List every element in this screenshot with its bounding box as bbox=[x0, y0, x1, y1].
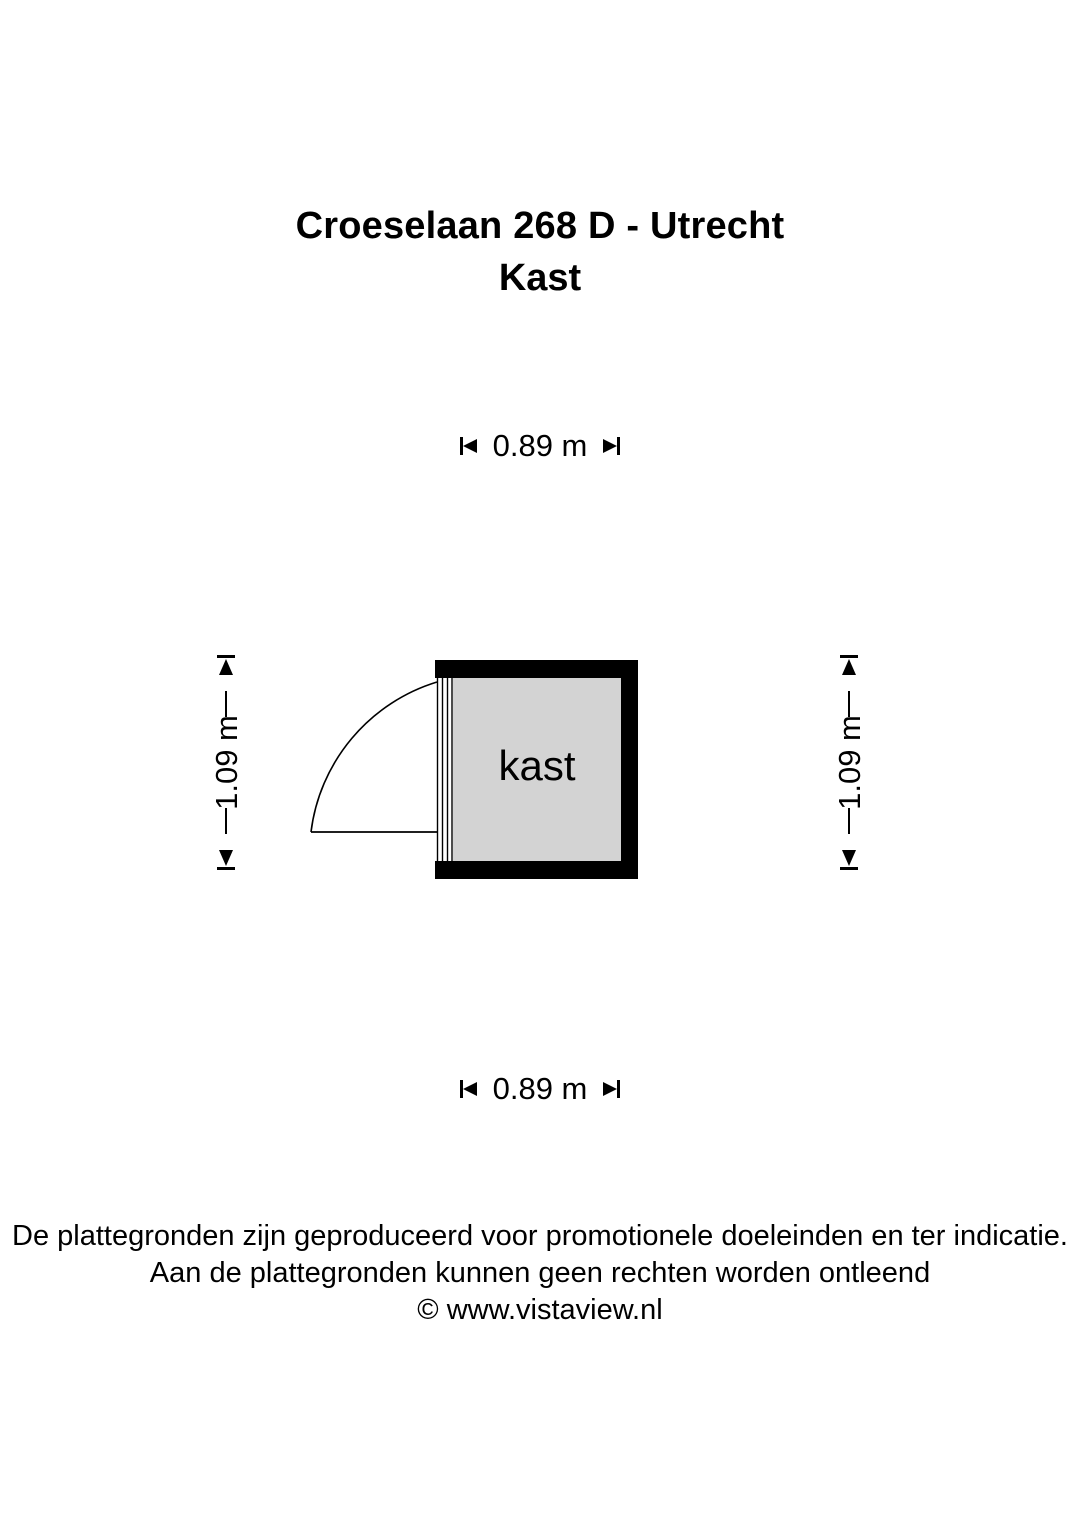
arrow-left-icon bbox=[460, 1080, 482, 1098]
dimension-right-value: 1.09 m bbox=[831, 715, 867, 810]
arrow-up-icon bbox=[213, 655, 239, 691]
room-label: kast bbox=[498, 742, 576, 789]
dimension-bottom-value: 0.89 m bbox=[492, 1071, 588, 1106]
footer-line-3: © www.vistaview.nl bbox=[417, 1294, 663, 1326]
dimension-top-value: 0.89 m bbox=[492, 428, 588, 463]
floorplan-drawing bbox=[280, 620, 680, 900]
dimension-right-label bbox=[826, 717, 872, 808]
footer-line-1: De plattegronden zijn geproduceerd voor promotionele doeleinden en ter indicatie. bbox=[12, 1220, 1068, 1252]
dimension-bottom bbox=[390, 1073, 690, 1104]
arrow-down-icon bbox=[213, 834, 239, 870]
arrow-down-icon bbox=[836, 834, 862, 870]
dimension-top bbox=[390, 430, 690, 461]
page-title bbox=[0, 200, 1080, 304]
dimension-left bbox=[203, 655, 249, 870]
dimension-stem bbox=[225, 691, 227, 717]
door-swing-arc bbox=[311, 682, 437, 832]
dimension-left-value: 1.09 m bbox=[208, 715, 244, 810]
dimension-left-label bbox=[203, 717, 249, 808]
dimension-stem bbox=[225, 808, 227, 834]
dimension-right bbox=[826, 655, 872, 870]
arrow-left-icon bbox=[460, 437, 482, 455]
arrow-right-icon bbox=[598, 1080, 620, 1098]
arrow-right-icon bbox=[598, 437, 620, 455]
dimension-stem bbox=[848, 691, 850, 717]
property-address: Croeselaan 268 D - Utrecht bbox=[295, 205, 785, 247]
dimension-stem bbox=[848, 808, 850, 834]
arrow-up-icon bbox=[836, 655, 862, 691]
footer-disclaimer bbox=[0, 1218, 1080, 1329]
floor-name: Kast bbox=[498, 257, 582, 299]
footer-line-2: Aan de plattegronden kunnen geen rechten worden ontleend bbox=[149, 1257, 931, 1289]
